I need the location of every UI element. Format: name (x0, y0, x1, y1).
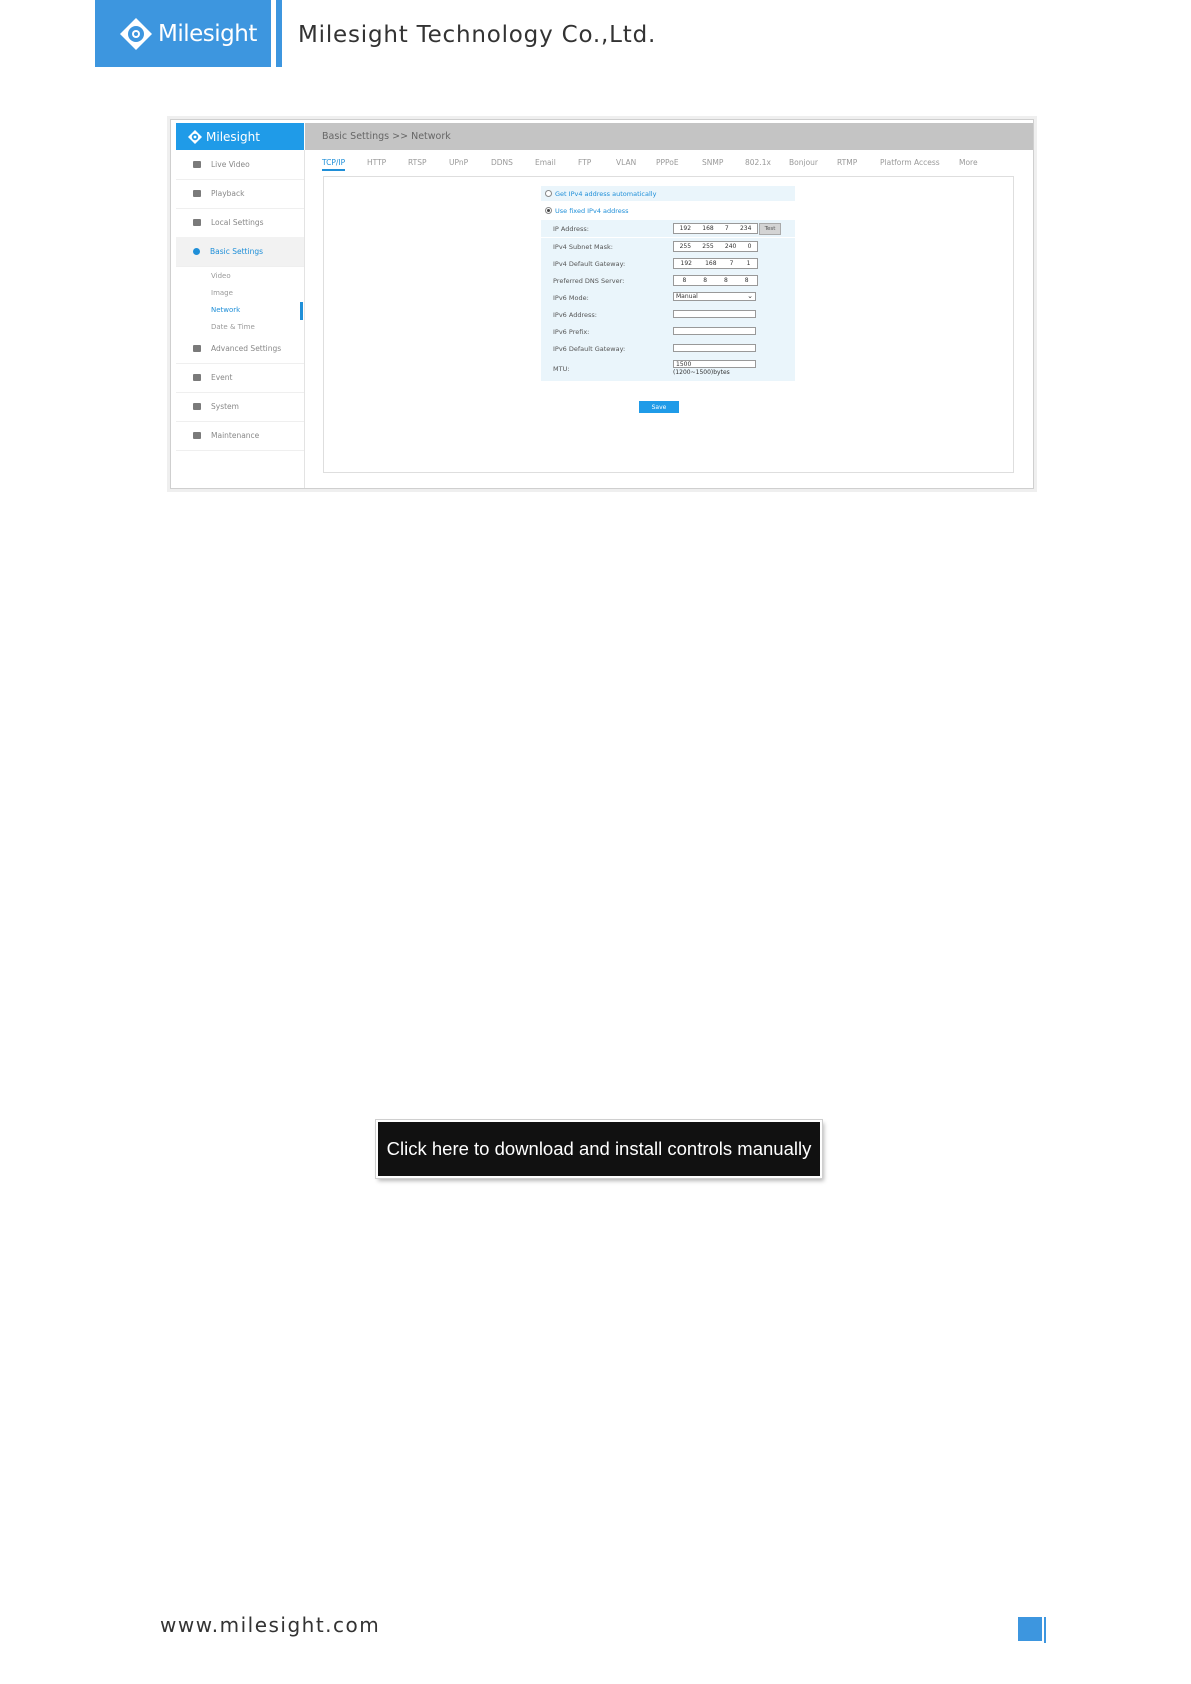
chevron-down-icon: ⌄ (747, 292, 753, 300)
dns-server-field[interactable] (673, 275, 758, 286)
ip-octet: 0 (747, 243, 752, 250)
radio-selected-icon[interactable] (545, 207, 552, 214)
ipv6-mode-value: Manual (676, 293, 698, 300)
ipv6-address-label: IPv6 Address: (553, 311, 597, 319)
ip-octet: 8 (744, 277, 749, 284)
radio-label: Get IPv4 address automatically (555, 189, 657, 198)
ipv6-mode-select[interactable] (673, 292, 756, 301)
sidebar-item-label: Live Video (211, 160, 250, 169)
tab-tcp-ip[interactable]: TCP/IP (322, 158, 345, 171)
ip-octet: 7 (729, 260, 734, 267)
sidebar-subitem-network[interactable]: Network (211, 306, 241, 314)
radio-get-ipv4-automatically[interactable] (541, 186, 795, 201)
ip-octet: 1 (746, 260, 751, 267)
sidebar-item-live-video[interactable] (176, 150, 304, 180)
tab-more[interactable]: More (959, 158, 978, 167)
header-logo-text: Milesight (158, 20, 257, 47)
sidebar-item-system[interactable] (176, 392, 304, 422)
sidebar-item-label: System (211, 402, 239, 411)
ip-octet: 8 (682, 277, 687, 284)
active-subitem-marker (300, 302, 303, 320)
sidebar-item-label: Maintenance (211, 431, 260, 440)
sidebar-item-event[interactable] (176, 363, 304, 393)
mtu-label: MTU: (553, 365, 570, 373)
download-controls-button[interactable]: Click here to download and install controls manually (376, 1120, 822, 1178)
tab-bonjour[interactable]: Bonjour (789, 158, 818, 167)
ipv6-gateway-input[interactable] (673, 344, 756, 352)
footer-url: www.milesight.com (160, 1613, 381, 1637)
ip-octet: 168 (702, 225, 714, 232)
sidebar-item-local-settings[interactable] (176, 208, 304, 238)
tab-vlan[interactable]: VLAN (616, 158, 637, 167)
toolbox-icon (193, 432, 201, 439)
default-gateway-field[interactable] (673, 258, 758, 269)
sidebar-item-label: Event (211, 373, 233, 382)
subnet-mask-label: IPv4 Subnet Mask: (553, 243, 613, 251)
default-gateway-row (541, 255, 795, 272)
sidebar-item-label: Local Settings (211, 218, 264, 227)
mtu-row (541, 357, 795, 381)
monitor-icon (193, 403, 201, 410)
tab-pppoe[interactable]: PPPoE (656, 158, 679, 167)
tab-ftp[interactable]: FTP (578, 158, 592, 167)
header-divider (276, 0, 282, 67)
ip-address-field[interactable] (673, 223, 758, 234)
test-button[interactable]: Test (759, 223, 781, 235)
subnet-mask-row (541, 238, 795, 255)
sidebar-item-label: Playback (211, 189, 245, 198)
default-gateway-label: IPv4 Default Gateway: (553, 260, 626, 268)
sidebar-item-advanced-settings[interactable] (176, 334, 304, 364)
sidebar-item-maintenance[interactable] (176, 421, 304, 451)
video-camera-icon (193, 161, 201, 168)
ip-octet: 8 (723, 277, 728, 284)
dns-server-row (541, 272, 795, 289)
ui-logo-text: Milesight (206, 129, 260, 144)
sidebar-subitem-image[interactable]: Image (211, 289, 233, 297)
ip-address-label: IP Address: (553, 225, 589, 233)
ipv6-mode-row (541, 289, 795, 306)
ipv6-prefix-input[interactable] (673, 327, 756, 335)
tab-platform-access[interactable]: Platform Access (880, 158, 940, 167)
footer-divider (1044, 1617, 1046, 1643)
tab-http[interactable]: HTTP (367, 158, 387, 167)
tab-snmp[interactable]: SNMP (702, 158, 724, 167)
tcp-ip-panel (323, 176, 1014, 473)
sidebar-item-label: Basic Settings (210, 247, 264, 256)
sidebar-subitem-video[interactable]: Video (211, 272, 231, 280)
ipv6-prefix-row (541, 323, 795, 340)
ipv6-mode-label: IPv6 Mode: (553, 294, 589, 302)
radio-icon[interactable] (545, 190, 552, 197)
ip-octet: 7 (724, 225, 729, 232)
gear-icon (193, 248, 200, 255)
ui-logo (176, 123, 304, 150)
tab-email[interactable]: Email (535, 158, 556, 167)
ip-octet: 8 (703, 277, 708, 284)
ip-octet: 192 (680, 260, 692, 267)
breadcrumb-bar (305, 123, 1033, 150)
milesight-logo-icon (119, 17, 153, 51)
tab-rtmp[interactable]: RTMP (837, 158, 858, 167)
header-logo (95, 0, 271, 67)
ip-octet: 240 (724, 243, 737, 250)
ipv6-prefix-label: IPv6 Prefix: (553, 328, 590, 336)
playback-icon (193, 190, 201, 197)
save-button[interactable]: Save (639, 401, 679, 413)
ip-octet: 168 (705, 260, 717, 267)
sidebar-item-basic-settings[interactable] (176, 237, 304, 267)
ui-logo-icon (188, 130, 202, 144)
tab-ddns[interactable]: DDNS (491, 158, 513, 167)
footer-page-marker (1018, 1617, 1042, 1641)
ipv6-gateway-row (541, 340, 795, 357)
ip-octet: 255 (679, 243, 692, 250)
dns-server-label: Preferred DNS Server: (553, 277, 625, 285)
mtu-hint: (1200~1500)bytes (673, 369, 730, 376)
ipv6-address-input[interactable] (673, 310, 756, 318)
tab-802-1x[interactable]: 802.1x (745, 158, 771, 167)
web-ui-screenshot (170, 119, 1034, 489)
folder-icon (193, 219, 201, 226)
tab-upnp[interactable]: UPnP (449, 158, 469, 167)
radio-label: Use fixed IPv4 address (555, 206, 629, 215)
company-name: Milesight Technology Co.,Ltd. (298, 22, 657, 48)
ipv6-address-row (541, 306, 795, 323)
sidebar-item-label: Advanced Settings (211, 344, 282, 353)
radio-use-fixed-ipv4[interactable] (541, 203, 795, 218)
sidebar-subitem-date-time[interactable]: Date & Time (211, 323, 255, 331)
calendar-icon (193, 374, 201, 381)
ip-octet: 192 (679, 225, 692, 232)
ip-address-row (541, 220, 795, 237)
sidebar-item-playback[interactable] (176, 179, 304, 209)
ipv6-gateway-label: IPv6 Default Gateway: (553, 345, 626, 353)
tab-rtsp[interactable]: RTSP (408, 158, 427, 167)
ip-octet: 234 (739, 225, 752, 232)
ip-octet: 255 (702, 243, 714, 250)
sidebar (176, 150, 305, 488)
breadcrumb: Basic Settings >> Network (322, 131, 451, 142)
mtu-input[interactable]: 1500 (673, 360, 756, 368)
subnet-mask-field[interactable] (673, 241, 758, 252)
wrench-icon (193, 345, 201, 352)
